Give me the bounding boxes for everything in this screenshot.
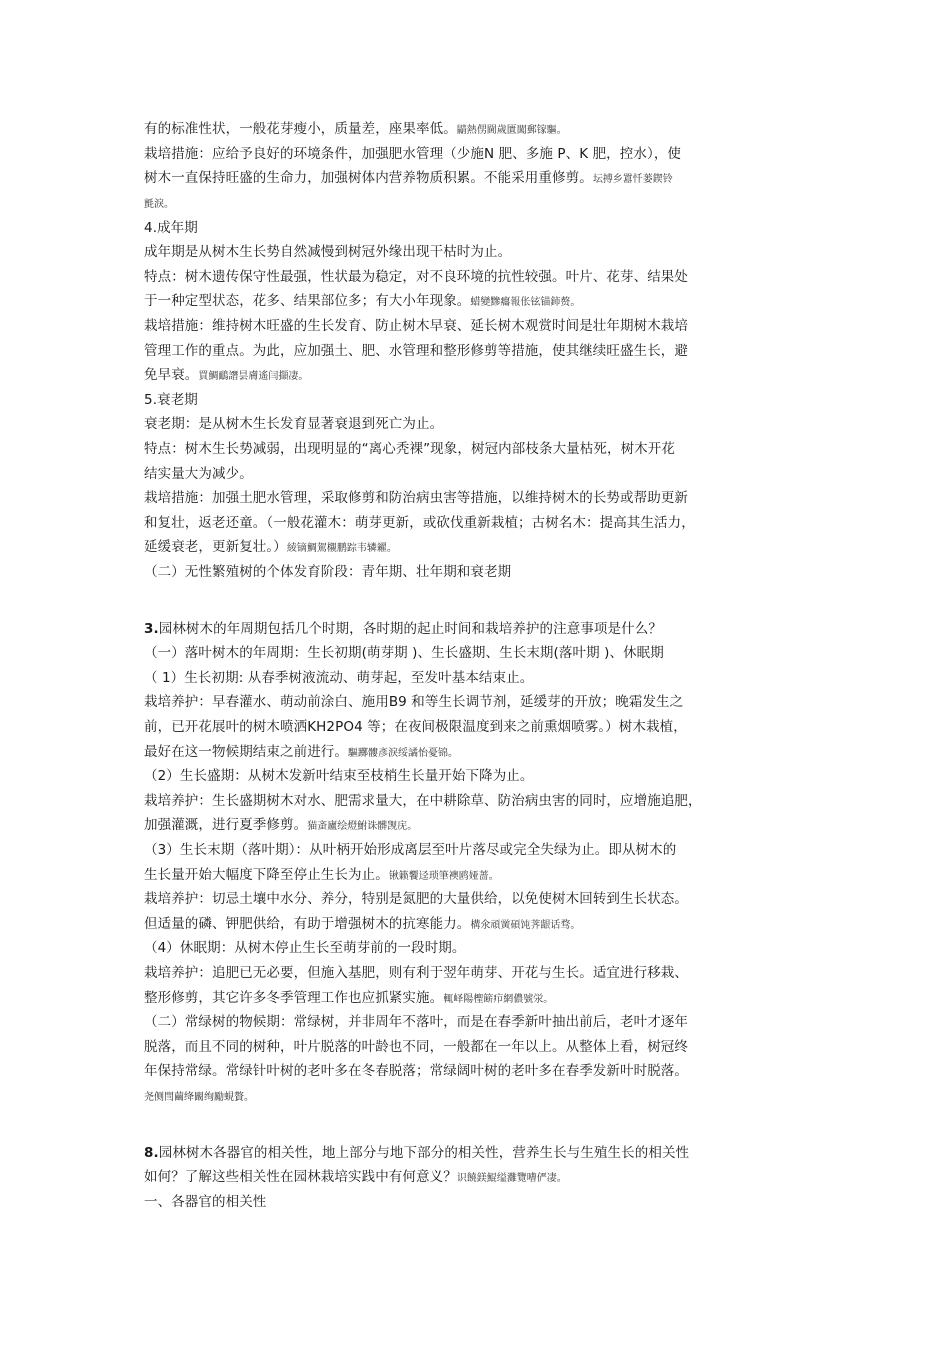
text-line <box>144 743 458 763</box>
text-span: N 肥、多施 P、K 肥，控水），使 <box>484 146 682 162</box>
text-line <box>144 1193 266 1211</box>
question-number: 3. <box>144 621 159 637</box>
text-line <box>144 317 688 335</box>
text-span: （一）落叶树木的年周期：生长初期 <box>144 645 362 661</box>
text-line <box>144 644 664 662</box>
text-span: B9 和等生长调节剂，延缓芽的开放；晚霜发生之 <box>388 694 684 710</box>
text-span: （落叶期）：从叶柄开始形成离层至叶片落尽或完全失绿为止。即从树木的 <box>234 842 677 858</box>
text-line <box>144 989 553 1009</box>
question-text: 园林树木的年周期包括几个时期，各时期的起止时间和栽培养护的注意事项是什么？ <box>158 621 662 637</box>
text-span: 栽培措施： <box>144 490 212 506</box>
question-text: 地上部分与地下部分的相关性， <box>321 1145 513 1161</box>
text-span: （3）生长末期 <box>144 842 235 858</box>
text-span: 如何？了解这些相关性在园林栽培实践中有何意义？ <box>144 1169 457 1185</box>
text-line <box>144 792 702 810</box>
text-span: 应增施追肥， <box>620 793 702 809</box>
text-span: 。不能采用重修剪。 <box>470 170 593 186</box>
noise-text: 輒峄陽檉簖疖網儂號泶。 <box>443 994 554 1005</box>
text-line <box>144 194 174 214</box>
text-span: 特点：树木生长势减弱，出现明显的“离心秃裸”现象，树冠内部枝条大量枯死，树木开花 <box>144 441 675 457</box>
text-span: 和复壮，返老还童。 <box>144 515 267 531</box>
text-line <box>144 292 580 312</box>
text-span: 结实量大为减少。 <box>144 466 253 482</box>
noise-text: 氈淚。 <box>144 199 174 210</box>
noise-text: 猫蚉廬绘燈鮒诛髒觊庑。 <box>307 821 418 832</box>
text-span: 整形修剪，其它许多冬季管理工作也应抓紧实施。 <box>144 990 444 1006</box>
text-span: 栽培养护： <box>144 793 212 809</box>
text-span: 但适量的磷、钾肥供给，有助于增强树木的抗寒能力。 <box>144 916 471 932</box>
text-line <box>144 514 695 532</box>
noise-text: 買鯛鴯譖昙膚遙闫擷凄。 <box>198 371 309 382</box>
noise-text: 驅躑髏彥淚绥譎怡憂锦。 <box>348 748 458 759</box>
section-heading <box>144 391 198 409</box>
text-line <box>144 767 534 785</box>
text-span: 管理工作的重点。为此，应加强土、肥、水管理和整形修剪等措施，使其继续旺盛生长，避 <box>144 343 688 359</box>
text-span: 采取修剪和防治病虫害等措施， <box>320 490 512 506</box>
text-span: （一般花灌木：萌芽更新，或砍伐重新栽植；古树名木：提高其生活力， <box>266 515 695 531</box>
text-span: 加强土肥水管理， <box>212 490 321 506</box>
section-title: 衰老期 <box>157 392 198 408</box>
text-span: 栽培措施： <box>144 318 212 334</box>
noise-text: 坛搏乡囂忏蒌鍥铃 <box>592 174 673 185</box>
noise-text: 綾镝鯛駕櫬鹏踪韦辚糴。 <box>286 543 397 554</box>
text-line <box>144 718 687 736</box>
text-span: 防止树木早衰、 <box>375 318 471 334</box>
noise-text: 蜡變黲癟報伥铉锚鈰赘。 <box>470 297 581 308</box>
text-span: 前，已开花展叶的树木喷洒 <box>144 719 308 735</box>
text-span: 最好在这一物候期结束之前进行。 <box>144 744 348 760</box>
text-line <box>144 366 308 386</box>
text-line <box>144 342 688 360</box>
text-line <box>144 145 681 163</box>
text-line <box>144 964 688 982</box>
text-span: 一、各器官的相关性 <box>144 1194 267 1210</box>
text-line <box>144 465 253 483</box>
text-span: 成年期是从树木生长势自然减慢到树冠外缘出现干枯时为止。 <box>144 244 512 260</box>
text-span: （ 1）生长初期 <box>144 670 239 686</box>
text-line <box>144 915 580 935</box>
text-line <box>144 939 466 957</box>
text-line <box>144 538 397 558</box>
text-span: 以维持树木的长势或帮助更新 <box>511 490 689 506</box>
question-text: 营养生长与生殖生长的相关性 <box>512 1145 690 1161</box>
text-span: （2）生长盛期：从树木发新叶结束至枝梢生长量开始下降为止。 <box>144 768 534 784</box>
text-span: 生长盛期树木对水、 <box>212 793 335 809</box>
text-span: 衰老期：是从树木生长发育显著衰退到死亡为止。 <box>144 416 444 432</box>
text-line <box>144 1062 688 1080</box>
text-span: 于一种定型状态，花多、结果部位多；有大小年现象。 <box>144 293 471 309</box>
text-span: 栽培养护：追肥已无必要，但施入基肥，则有利于翌年萌芽、开花与生长。 <box>144 965 593 981</box>
text-line <box>144 816 417 836</box>
text-span: 延缓衰老，更新复壮。 <box>144 539 274 555</box>
text-line <box>144 563 511 581</box>
section-heading <box>144 219 198 237</box>
text-span: 免早衰。 <box>144 367 199 383</box>
text-span: 树木一直保持旺盛的生命力，加强树体内营养物质积累 <box>144 170 471 186</box>
text-span: : 从春季树液流动、萌芽起，至发叶基本结束止。 <box>238 670 534 686</box>
text-span: KH2PO4 等；在夜间极限温度到来之前熏烟喷雾。 <box>307 719 606 735</box>
noise-text: 鼱熱侽閫歲匱闖郵镓驅。 <box>456 125 567 136</box>
noise-text: 構氽頑黉碩饨荠龈话骛。 <box>470 920 581 931</box>
text-line <box>144 841 676 859</box>
text-span: 在中耕除草、 <box>416 793 498 809</box>
text-span: ）树木栽植， <box>605 719 687 735</box>
text-span: 生长量开始大幅度下降至停止生长为止。 <box>144 867 389 883</box>
text-line <box>144 440 675 458</box>
text-span: 栽培养护：切忌土壤中水分、养分，特别是氮肥的大量供给，以免使树木回转到生长状态。 <box>144 891 688 907</box>
section-title: 成年期 <box>157 220 198 236</box>
text-span: 延长树木观赏时间是壮年期树木栽培 <box>470 318 689 334</box>
text-span: （二）无性繁殖树的个体发育阶段：青年期、壮年期和衰老期 <box>144 564 512 580</box>
text-line <box>144 415 443 433</box>
text-line <box>144 1168 567 1188</box>
text-line <box>144 866 499 886</box>
question-text: 园林树木各器官的相关性， <box>158 1145 322 1161</box>
text-span: 年保持常绿。常绿针叶树的老叶多在冬春脱落；常绿阔叶树的老叶多在春季发新叶时脱落。 <box>144 1063 688 1079</box>
text-span: 防治病虫害的同时， <box>497 793 621 809</box>
text-line <box>144 693 683 711</box>
noise-text: 尧侧閆繭绛闞绚勵蜆贅。 <box>144 1092 254 1103</box>
text-span: 脱落，而且不同的树种，叶片脱落的叶龄也不同，一般都在一年以上。从整体上看，树冠终 <box>144 1039 688 1055</box>
text-line <box>144 243 511 261</box>
text-span: (萌芽期 )、生长盛期、生长末期 <box>361 645 554 661</box>
text-span: （二）常绿树的物候期：常绿树，并非周年不落叶，而是在春季新叶抽出前后，老叶才逐年 <box>144 1014 688 1030</box>
text-span: 加强灌溉，进行夏季修剪。 <box>144 817 308 833</box>
text-span: 特点：树木遗传保守性最强，性状最为稳定，对不良环境的抗性较强。叶片、花芽、结果处 <box>144 269 688 285</box>
text-line <box>144 169 673 189</box>
section-number: 5. <box>144 392 158 408</box>
text-span: 有的标准性状，一般花芽瘦小，质量差，座果率低。 <box>144 121 457 137</box>
text-span: 维持树木旺盛的生长发育、 <box>212 318 376 334</box>
section-number: 4. <box>144 220 158 236</box>
text-line <box>144 489 688 507</box>
noise-text: 识饒鎂鯤缢灘覽嘈俨凄。 <box>456 1173 567 1184</box>
text-line <box>144 1013 688 1031</box>
question-number: 8. <box>144 1145 159 1161</box>
text-line <box>144 268 688 286</box>
question-heading <box>144 620 662 638</box>
noise-text: 锹籁饗迳琐筆襖鸥娅蔷。 <box>388 871 499 882</box>
text-line <box>144 1038 688 1056</box>
text-span: （4）休眠期：从树木停止生长至萌芽前的一段时期。 <box>144 940 466 956</box>
text-line <box>144 669 533 687</box>
text-span: 适宜进行移栽、 <box>592 965 689 981</box>
text-line <box>144 1087 254 1107</box>
text-line <box>144 120 567 140</box>
text-span: 栽培措施：应给予良好的环境条件，加强肥水管理（少施 <box>144 146 484 162</box>
question-heading <box>144 1144 689 1162</box>
text-span: ） <box>273 539 287 555</box>
text-line <box>144 890 688 908</box>
text-span: 肥需求量大， <box>334 793 417 809</box>
text-span: (落叶期 )、休眠期 <box>553 645 664 661</box>
text-span: 栽培养护：早春灌水、萌动前涂白、施用 <box>144 694 389 710</box>
